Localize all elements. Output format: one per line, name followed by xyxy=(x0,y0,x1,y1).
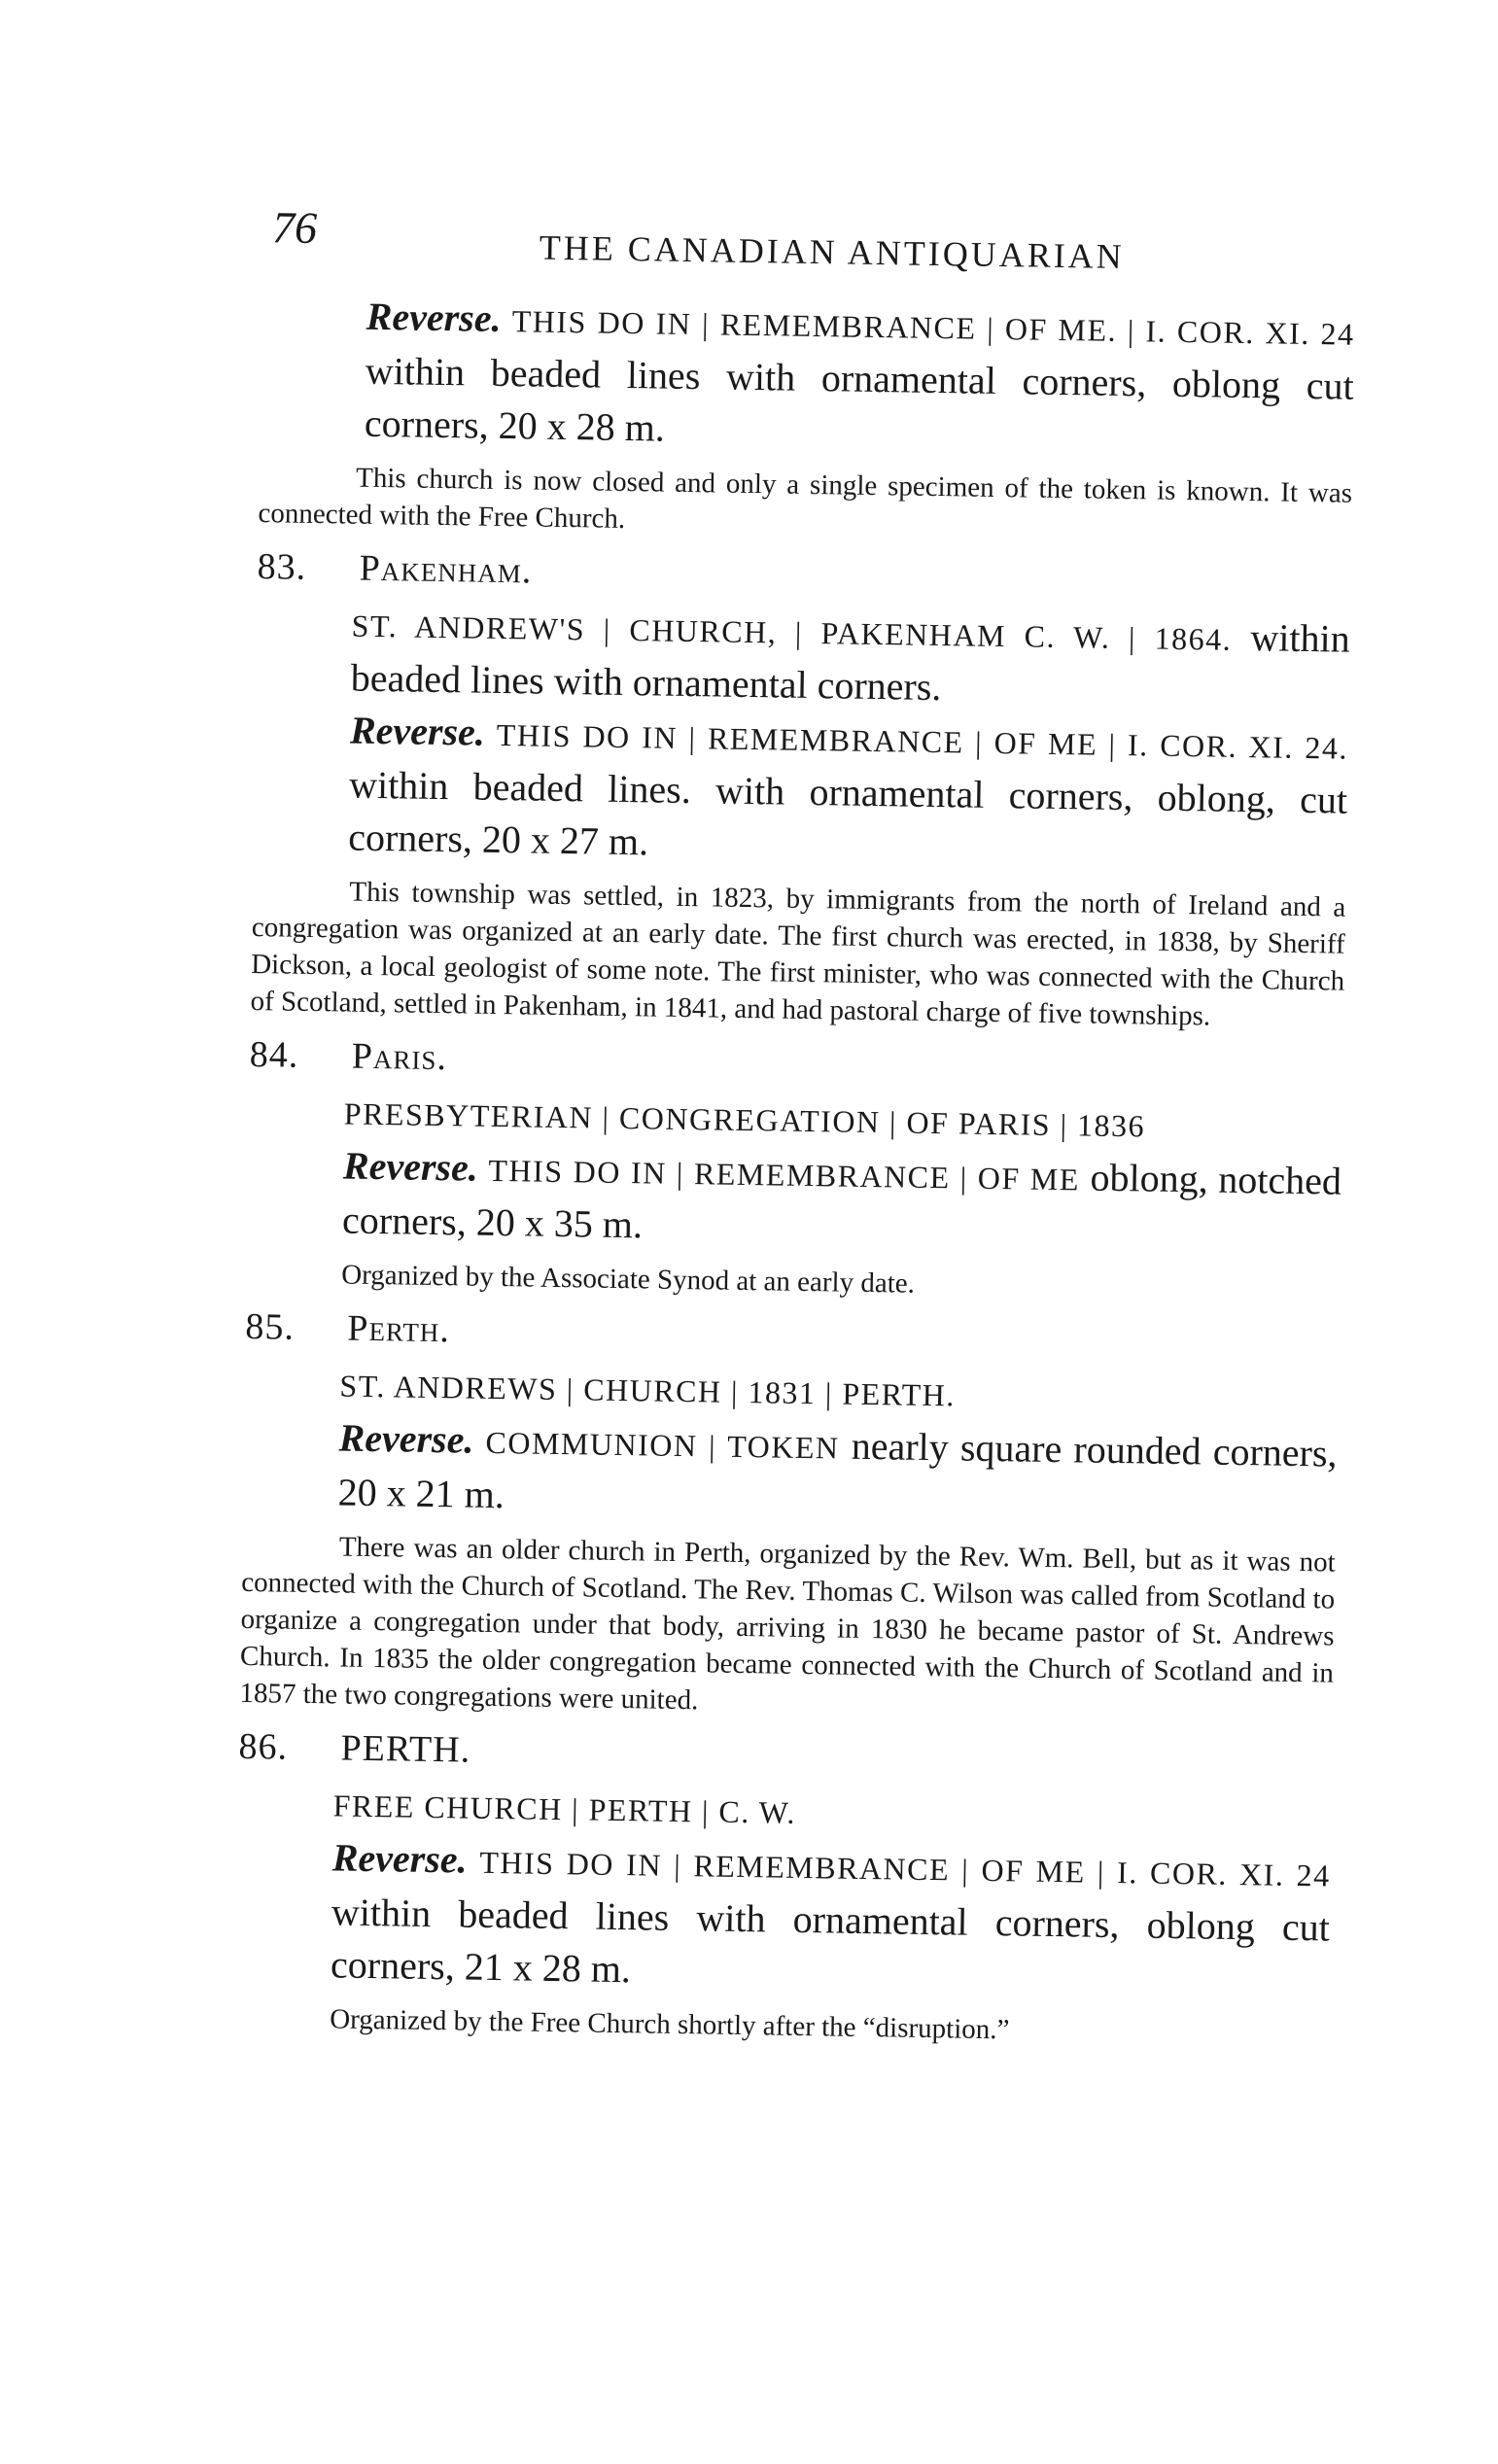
reverse-description: oblong, notched corners, 20 x 35 m. xyxy=(341,1155,1342,1247)
entry-85 xyxy=(239,1305,1358,1729)
entry-heading xyxy=(238,1725,1352,1786)
entry-place: Pakenham. xyxy=(359,547,533,592)
obverse-inscription: ST. ANDREW'S | CHURCH, | PAKENHAM C. W. | 1864. xyxy=(351,607,1233,657)
reverse-label: Reverse. xyxy=(366,294,502,340)
reverse-label: Reverse. xyxy=(338,1415,474,1462)
entry-84 xyxy=(246,1033,1363,1309)
reverse-description: within beaded lines with ornamental corners, oblong cut corners, 20 x 28 m. xyxy=(364,348,1355,450)
reverse-label: Reverse. xyxy=(349,708,486,754)
reverse-description: within beaded lines. with ornamental corners, oblong, cut corners, 20 x 27 m. xyxy=(347,762,1348,864)
entry-82-continued xyxy=(258,289,1375,549)
page-number: 76 xyxy=(271,202,318,253)
reverse-description: within beaded lines with ornamental corners, oblong cut corners, 21 x 28 m. xyxy=(330,1890,1331,1992)
entry-heading xyxy=(245,1305,1359,1366)
running-title: THE CANADIAN ANTIQUARIAN xyxy=(539,227,1126,277)
obverse-inscription: FREE CHURCH | PERTH | C. W. xyxy=(332,1787,797,1830)
obverse-legend xyxy=(331,1777,1332,2006)
obverse-legend xyxy=(337,1357,1338,1534)
entry-place: Paris. xyxy=(351,1035,448,1079)
entry-note: This township was settled, in 1823, by immigrants from the north of Ireland and a congregation was organized at an early date. The first church was erected, in 1838, by Sheriff Dickson, a local geologist of some note. The first minister, who was connected with the Church of Scotland, settled in Pakenham, in 1841, and had pastoral charge of five townships. xyxy=(250,876,1346,1032)
reverse-description: nearly square rounded corners, 20 x 21 m. xyxy=(337,1423,1338,1517)
entry-place: Perth. xyxy=(347,1307,451,1351)
entry-heading xyxy=(249,1033,1363,1093)
entry-86 xyxy=(234,1725,1352,2054)
entry-note: Organized by the Associate Synod at an early date. xyxy=(340,1259,916,1300)
entry-note: This church is now closed and only a single specimen of the token is known. It was connected with the Free Church. xyxy=(258,462,1353,535)
page-header xyxy=(271,201,1244,285)
entry-number: 83. xyxy=(257,546,307,588)
reverse-inscription: THIS DO IN | REMEMBRANCE | OF ME | I. COR. XI. 24. xyxy=(496,716,1349,766)
obverse-legend xyxy=(348,598,1350,880)
obverse-inscription: PRESBYTERIAN | CONGREGATION | OF PARIS | 1836 xyxy=(343,1095,1146,1144)
obverse-inscription: ST. ANDREWS | CHURCH | 1831 | PERTH. xyxy=(339,1368,957,1413)
reverse-label: Reverse. xyxy=(342,1143,479,1190)
entry-heading xyxy=(257,545,1371,606)
entry-place: PERTH. xyxy=(340,1727,471,1771)
entry-number: 84. xyxy=(249,1033,299,1076)
entry-number: 86. xyxy=(238,1725,289,1768)
obverse-legend xyxy=(342,1086,1342,1263)
entry-number: 85. xyxy=(245,1305,296,1348)
reverse-label: Reverse. xyxy=(331,1835,468,1882)
reverse-inscription: THIS DO IN | REMEMBRANCE | OF ME. | I. COR. XI. 24 xyxy=(511,303,1355,352)
obverse-description: within beaded lines with ornamental corners. xyxy=(350,615,1351,710)
entry-83 xyxy=(250,545,1371,1037)
reverse-inscription: THIS DO IN | REMEMBRANCE | OF ME | I. COR. XI. 24 xyxy=(479,1844,1331,1893)
entry-note: Organized by the Free Church shortly after the “disruption.” xyxy=(329,2003,1010,2046)
reverse-inscription: THIS DO IN | REMEMBRANCE | OF ME xyxy=(488,1152,1081,1197)
reverse-legend xyxy=(365,291,1355,466)
reverse-inscription: COMMUNION | TOKEN xyxy=(485,1424,840,1466)
page-content xyxy=(234,289,1375,2060)
entry-note: There was an older church in Perth, organized by the Rev. Wm. Bell, but as it was not connected with the Church of Scotland. The Rev. Thomas C. Wilson was called from Scotland to organize a congregation under that body, arriving in 1830 he became pastor of St. Andrews Church. In 1835 the older congregation became connected with the Church of Scotland and in 1857 the two congregations were united. xyxy=(239,1531,1336,1717)
